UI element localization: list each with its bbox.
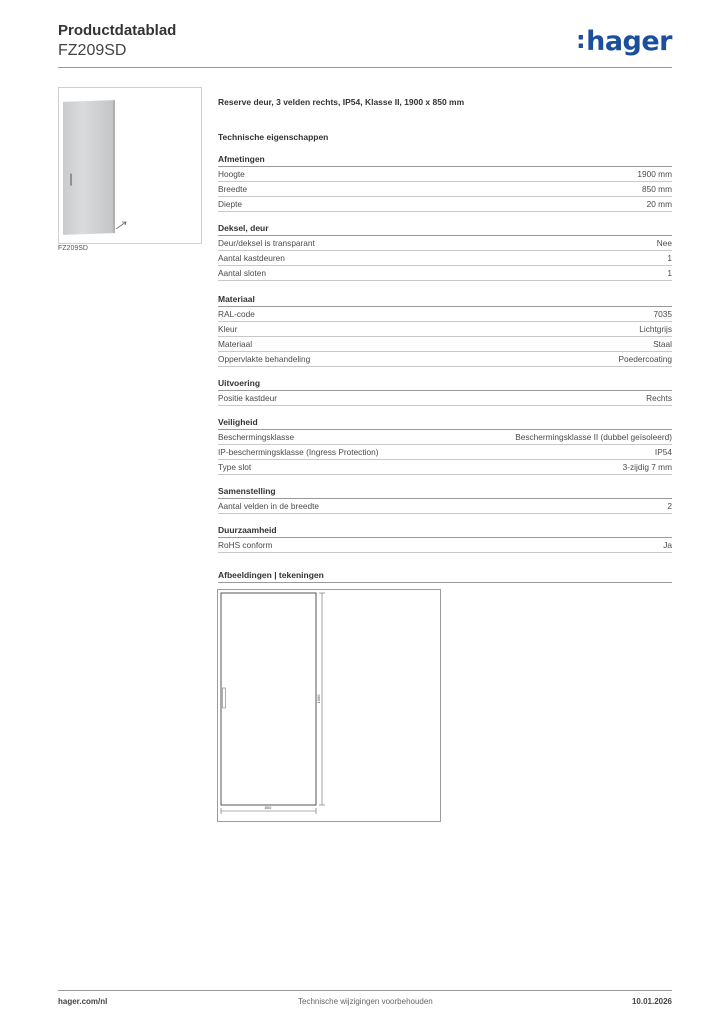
spec-value: 850 mm — [642, 184, 672, 194]
page-title: Productdatablad — [58, 22, 177, 39]
drawings-heading: Afbeeldingen | tekeningen — [218, 569, 672, 583]
spec-label: Materiaal — [218, 339, 253, 349]
spec-row — [218, 322, 672, 337]
spec-row — [218, 391, 672, 406]
page-header — [58, 22, 672, 61]
section-title: Deksel, deur — [218, 222, 672, 236]
door-outline — [221, 593, 316, 805]
spec-row — [218, 251, 672, 266]
spec-row — [218, 352, 672, 367]
spec-row — [218, 307, 672, 322]
product-content — [218, 95, 672, 553]
logo-text: hager — [586, 26, 672, 57]
spec-value: Ja — [663, 540, 672, 550]
spec-label: Oppervlakte behandeling — [218, 354, 311, 364]
spec-value: 3-zijdig 7 mm — [622, 462, 672, 472]
spec-label: RAL-code — [218, 309, 255, 319]
spec-value: Poedercoating — [618, 354, 672, 364]
product-description: Reserve deur, 3 velden rechts, IP54, Klasse II, 1900 x 850 mm — [218, 97, 465, 107]
product-thumbnail — [58, 87, 202, 244]
thumbnail-caption: FZ209SD — [58, 245, 88, 252]
technical-drawing — [217, 589, 441, 822]
spec-label: Diepte — [218, 199, 242, 209]
spec-row — [218, 538, 672, 553]
spec-label: RoHS conform — [218, 540, 273, 550]
spec-row — [218, 266, 672, 281]
spec-label: Breedte — [218, 184, 248, 194]
spec-row — [218, 460, 672, 475]
door-handle-icon — [223, 688, 226, 708]
spec-value: Rechts — [646, 393, 672, 403]
hager-logo — [576, 26, 672, 57]
spec-value: IP54 — [654, 447, 672, 457]
section-afmetingen — [218, 153, 672, 212]
spec-value: 1 — [667, 253, 672, 263]
spec-value: Beschermingsklasse II (dubbel geïsoleerd) — [515, 432, 672, 442]
door-handle-icon — [70, 174, 72, 186]
spec-row — [218, 197, 672, 212]
key-arrow-icon — [116, 221, 128, 229]
product-code: FZ209SD — [58, 42, 127, 59]
spec-value: Lichtgrijs — [639, 324, 672, 334]
section-title: Samenstelling — [218, 485, 672, 499]
technical-properties-heading: Technische eigenschappen — [218, 132, 329, 142]
section-veiligheid — [218, 416, 672, 475]
section-deksel-deur — [218, 222, 672, 281]
spec-label: Hoogte — [218, 169, 245, 179]
spec-label: IP-beschermingsklasse (Ingress Protection) — [218, 447, 379, 457]
height-dimension-label: 1900 — [316, 694, 321, 704]
spec-value: Nee — [656, 238, 672, 248]
section-duurzaamheid — [218, 524, 672, 553]
section-uitvoering — [218, 377, 672, 406]
width-dimension-label: 850 — [264, 805, 272, 810]
header-divider — [58, 67, 672, 68]
spec-label: Type slot — [218, 462, 252, 472]
spec-value: 7035 — [653, 309, 672, 319]
footer-divider — [58, 990, 672, 991]
footer-date: 10.01.2026 — [631, 997, 672, 1006]
spec-label: Aantal velden in de breedte — [218, 501, 320, 511]
spec-row — [218, 445, 672, 460]
spec-label: Aantal sloten — [218, 268, 266, 278]
door-image — [63, 100, 115, 235]
logo-dots-icon: : — [575, 26, 586, 54]
section-materiaal — [218, 293, 672, 367]
section-samenstelling — [218, 485, 672, 514]
section-title: Duurzaamheid — [218, 524, 672, 538]
door-drawing — [218, 590, 440, 821]
section-title: Uitvoering — [218, 377, 672, 391]
footer-notice: Technische wijzigingen voorbehouden — [298, 997, 433, 1006]
spec-row — [218, 236, 672, 251]
spec-label: Beschermingsklasse — [218, 432, 295, 442]
spec-value: 1900 mm — [637, 169, 672, 179]
spec-row — [218, 430, 672, 445]
section-title: Materiaal — [218, 293, 672, 307]
spec-value: 2 — [667, 501, 672, 511]
spec-value: 20 mm — [646, 199, 672, 209]
spec-row — [218, 499, 672, 514]
footer-website-link[interactable]: hager.com/nl — [58, 997, 108, 1006]
spec-row — [218, 182, 672, 197]
spec-label: Deur/deksel is transparant — [218, 238, 315, 248]
spec-label: Kleur — [218, 324, 238, 334]
spec-value: Staal — [653, 339, 672, 349]
section-title: Veiligheid — [218, 416, 672, 430]
spec-row — [218, 337, 672, 352]
spec-label: Aantal kastdeuren — [218, 253, 285, 263]
spec-value: 1 — [667, 268, 672, 278]
section-title: Afmetingen — [218, 153, 672, 167]
spec-label: Positie kastdeur — [218, 393, 278, 403]
spec-row — [218, 167, 672, 182]
